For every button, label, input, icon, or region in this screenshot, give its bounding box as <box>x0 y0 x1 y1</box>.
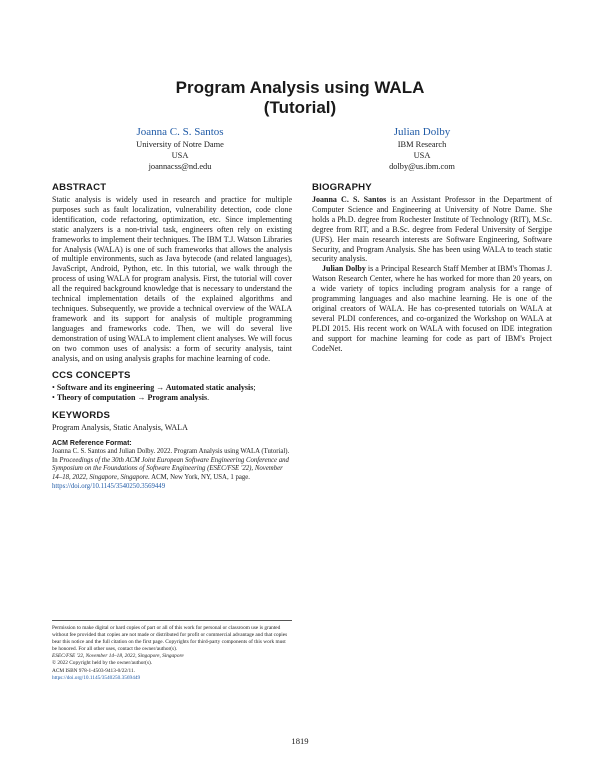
bio-name: Joanna C. S. Santos <box>312 195 387 204</box>
author-block-2 <box>312 126 532 172</box>
copyright-line: © 2022 Copyright held by the owner/author(s). <box>52 660 153 667</box>
reference-venue: Proceedings of the 30th ACM Joint European Software Engineering Conference and Symposium on the Foundations of Software Engineering (ESEC/FSE '22), November 14–18, 2022, Singapore, Singapore. <box>52 456 289 481</box>
ccs-item-text: Theory of computation → Program analysis <box>56 393 208 403</box>
ccs-sep: . <box>207 393 210 403</box>
page-number: 1819 <box>291 736 309 746</box>
reference-text <box>52 448 292 491</box>
conference-line: ESEC/FSE '22, November 14–18, 2022, Singapore, Singapore <box>52 653 184 660</box>
bullet: • <box>52 393 55 403</box>
keywords-heading: KEYWORDS <box>52 410 111 422</box>
title-line-1: Program Analysis using WALA <box>175 78 425 97</box>
author-email: dolby@us.ibm.com <box>389 162 455 171</box>
author-affiliation: University of Notre Dame <box>136 140 224 149</box>
biography-heading: BIOGRAPHY <box>312 182 372 193</box>
left-column <box>52 182 292 491</box>
ccs-sep: ; <box>253 383 256 393</box>
author-email: joannacss@nd.edu <box>148 162 212 171</box>
reference-heading: ACM Reference Format: <box>52 440 132 448</box>
copyright-footnote <box>52 620 292 682</box>
ccs-item-text: Software and its engineering → Automated static analysis <box>56 383 254 393</box>
author-name[interactable]: Joanna C. S. Santos <box>136 126 224 138</box>
bio-text: is a Principal Research Staff Member at IBM's Thomas J. Watson Research Center, where he has worked for more than 20 years, on a wide variety of topics including program analysis for a range of programming languages and also machine learning. He is one of the original creators of WALA. He has co-presented tutorials on WALA at several PLDI conferences, and co-organized the Workshop on WALA at PLDI 2015. His recent work on WALA with focused on IDE integration and support for machine learning for code as part of IBM's Project CodeNet. <box>312 264 553 353</box>
abstract-text: Static analysis is widely used in research and practice for multiple purposes such as fault localization, vulnerability detection, code clone identification, code refactoring, optimization, etc. Since implementing static analyzers is a non-trivial task, engineers often rely on existing frameworks to implement their techniques. The IBM T.J. Watson Libraries for Analysis (WALA) is one of such frameworks that allows the analysis of multiple environments, such as Java bytecode (and related languages), JavaScript, Android, Python, etc. In this tutorial, we walk through the process of using WALA for program analysis. First, the tutorial will cover all the required background knowledge that is necessary to understand the technical implementation details of the explained algorithms and techniques. Subsequently, we provide a technical overview of the WALA framework and its support for analysis of multiple programming languages and frameworks code. Then, we will do several live demonstration of using WALA to implement client analyses. We will focus on two common uses of analysis: a form of security analysis, taint analysis, and on using analysis graphs for machine learning of code. <box>52 195 292 363</box>
reference-part2: ACM, New York, NY, USA, 1 page. <box>149 473 250 481</box>
ccs-item <box>52 383 292 393</box>
author-affiliation: IBM Research <box>397 140 447 149</box>
reference-doi-link[interactable]: https://doi.org/10.1145/3540250.3569449 <box>52 482 166 490</box>
author-name[interactable]: Julian Dolby <box>393 126 451 138</box>
title-line-2: (Tutorial) <box>263 98 337 117</box>
bio-text: is an Assistant Professor in the Department of Computer Science and Engineering at University of Notre Dame. She holds a Ph.D. degree from Rochester Institute of Technology (RIT), M.Sc. degree from RIT, and a B.Sc. degree from Federal University of Sergipe (UFS). Her main research interests are Software Engineering, Software Security, and Program Analysis. She has been using WALA to teach static security analysis. <box>312 195 553 264</box>
bio-name: Julian Dolby <box>322 264 366 274</box>
ccs-heading: CCS CONCEPTS <box>52 370 131 382</box>
right-column <box>312 182 552 354</box>
isbn-line: ACM ISBN 978-1-4503-9413-0/22/11. <box>52 667 135 674</box>
permission-text: Permission to make digital or hard copies of part or all of this work for personal or classroom use is granted without fee provided that copies are not made or distributed for profit or commercial advantage and that copies bear this notice and the full citation on the first page. Copyrights for third-party components of this work must be honored. For all other uses, contact the owner/author(s). <box>52 625 288 653</box>
footer-doi-link[interactable]: https://doi.org/10.1145/3540250.3569449 <box>52 674 141 681</box>
biography-paragraph-1 <box>312 195 552 264</box>
abstract-heading: ABSTRACT <box>52 182 107 193</box>
keywords-text: Program Analysis, Static Analysis, WALA <box>52 423 188 433</box>
reference-part1: Joanna C. S. Santos and Julian Dolby. 2022. Program Analysis using WALA (Tutorial). In <box>52 448 290 464</box>
ccs-item <box>52 393 292 403</box>
author-country: USA <box>413 151 431 160</box>
bullet: • <box>52 383 55 393</box>
author-country: USA <box>171 151 189 160</box>
biography-paragraph-2 <box>312 264 552 353</box>
author-block-1 <box>70 126 290 172</box>
paper-title <box>60 78 540 118</box>
